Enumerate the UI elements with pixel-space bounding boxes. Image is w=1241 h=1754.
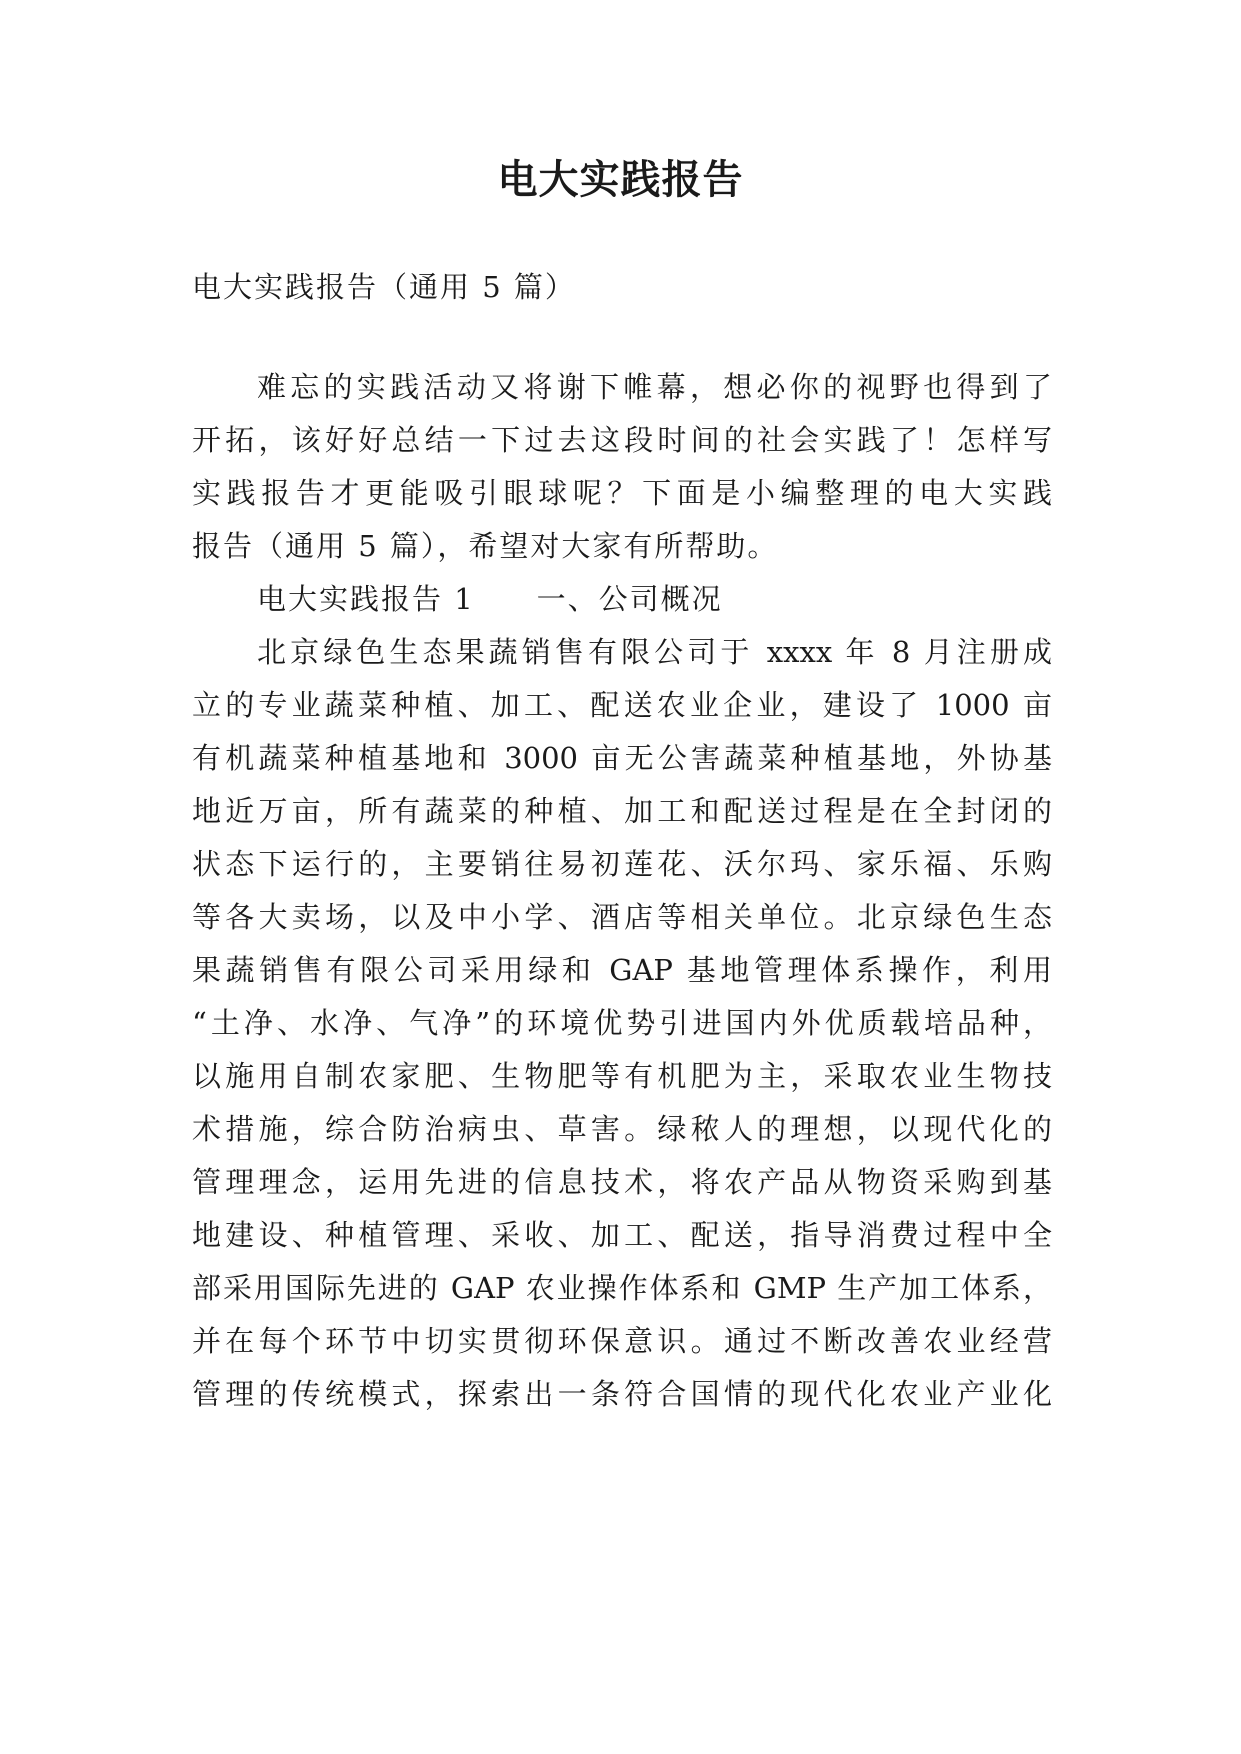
body-line: 北京绿色生态果蔬销售有限公司于 xxxx 年 8 月注册成 (257, 635, 1052, 669)
body-line: “土净、水净、气净”的环境优势引进国内外优质载培品种， (192, 1006, 1052, 1040)
intro-line: 开拓，该好好总结一下过去这段时间的社会实践了！怎样写 (192, 423, 1052, 457)
body-line: 有机蔬菜种植基地和 3000 亩无公害蔬菜种植基地，外协基 (192, 741, 1052, 775)
document-subtitle: 电大实践报告（通用 5 篇） (192, 270, 576, 304)
body-line: 地建设、种植管理、采收、加工、配送，指导消费过程中全 (192, 1218, 1052, 1252)
document-title: 电大实践报告 (497, 156, 744, 203)
body-line: 并在每个环节中切实贯彻环保意识。通过不断改善农业经营 (192, 1324, 1052, 1358)
section-heading (257, 578, 723, 620)
section-heading-part: 一、公司概况 (536, 582, 723, 616)
intro-line: 实践报告才更能吸引眼球呢？下面是小编整理的电大实践 (192, 476, 1052, 510)
body-line: 立的专业蔬菜种植、加工、配送农业企业，建设了 1000 亩 (192, 688, 1052, 722)
section-heading-report: 电大实践报告 1 (257, 582, 475, 616)
intro-line: 难忘的实践活动又将谢下帷幕，想必你的视野也得到了 (257, 370, 1052, 404)
intro-line: 报告（通用 5 篇），希望对大家有所帮助。 (192, 529, 779, 563)
body-line: 以施用自制农家肥、生物肥等有机肥为主，采取农业生物技 (192, 1059, 1052, 1093)
body-line: 管理理念，运用先进的信息技术，将农产品从物资采购到基 (192, 1165, 1052, 1199)
body-line: 部采用国际先进的 GAP 农业操作体系和 GMP 生产加工体系， (192, 1271, 1052, 1305)
body-line: 地近万亩，所有蔬菜的种植、加工和配送过程是在全封闭的 (192, 794, 1052, 828)
body-line: 管理的传统模式，探索出一条符合国情的现代化农业产业化 (192, 1377, 1052, 1411)
body-line: 果蔬销售有限公司采用绿和 GAP 基地管理体系操作，利用 (192, 953, 1052, 987)
body-line: 术措施，综合防治病虫、草害。绿秾人的理想，以现代化的 (192, 1112, 1052, 1146)
body-line: 等各大卖场，以及中小学、酒店等相关单位。北京绿色生态 (192, 900, 1052, 934)
body-line: 状态下运行的，主要销往易初莲花、沃尔玛、家乐福、乐购 (192, 847, 1052, 881)
